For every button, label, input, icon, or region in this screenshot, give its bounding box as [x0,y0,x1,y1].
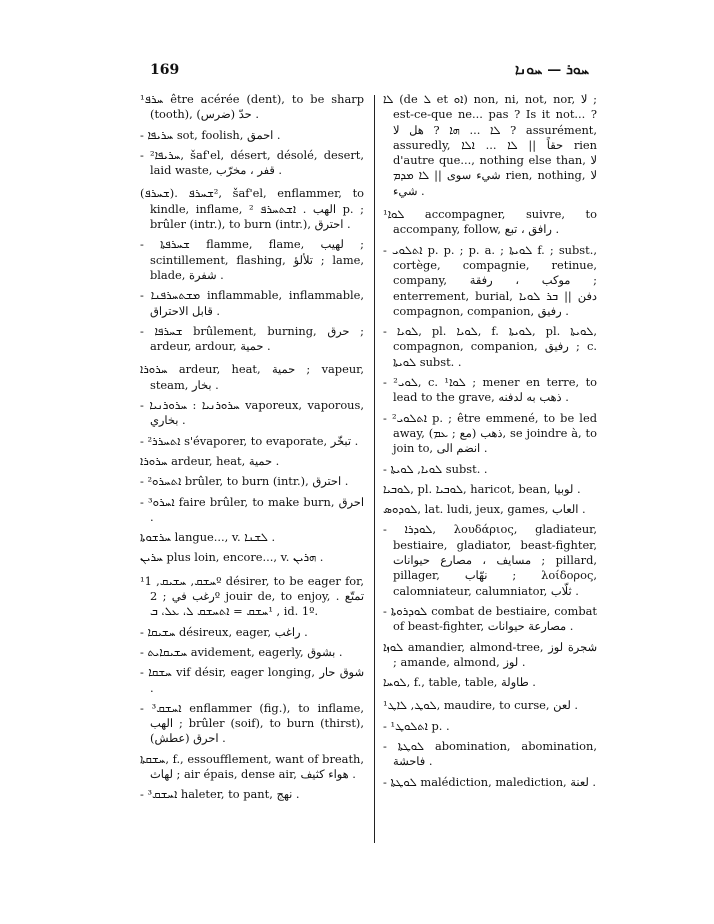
dictionary-entry: ܚܪܫܘܬܐ langue..., v. ܠܫܢܐ . [140,530,276,545]
dictionary-entry: - ܠܘܛܬܐ abomination, abomination, فاحشة . [383,738,597,769]
page-number: 169 [150,62,180,78]
dictionary-entry: - ܠܘܛܬܐ malédiction, malediction, لعنة . [383,774,597,789]
dictionary-entry: ܠܘܕܘܣ, lat. ludi, jeux, games, العاب . [383,502,586,517]
dictionary-entry: - ²ܚܪܝܦܐ, šaf'el, désert, désolé, desert, laid waste, قفر ، مخرّب . [140,147,365,178]
dictionary-entry: ¹ܚܪܦ être acérée (dent), to be sharp (tooth), (حدّ (ضرس . [140,92,364,122]
dictionary-entry: - ܫܚܪܦܬܐ flamme, flame, لهيب ; scintillement, flashing, تلألؤ ; lame, blade, شفرة . [140,237,364,282]
dictionary-entry: (ܫܚܪܦ). ²ܫܚܪܦ, šaf'el, enflammer, to kindle, inflame, الهب . ܐܫܬܚܪܦ ² p. ; brûler (intr.), to burn (intr.), احترق . [140,186,365,232]
left-column [140,92,364,808]
dictionary-entry: - ܫܚܪܦܐ brûlement, burning, حرق ; ardeur, ardour, حمية . [140,323,364,354]
dictionary-entry: - ܚܫܝܩܐ désireux, eager, راغب . [140,624,308,639]
dictionary-entry: - ¹ܐܬܠܘܛ p. . [383,718,450,733]
dictionary-entry: - ܐܬܠܘܝ p. p. ; p. a. ; ܠܘܝܬܐ f. ; subst., cortège, compagnie, retinue, company, موكب ، رفقة ; enterrement, burial, دفن || ܒܪ ܠܘܝܐ compagnon, companion, رفيق . [383,242,597,318]
dictionary-entry: ܠܐ (de ܠ et ܐܘ) non, ni, not, nor, لا ; est-ce-que ne... pas ? Is it not... ? ܠܐ ... ܗܐ ? هل لا ? assurément, assuredly, حقاً || ܠܐ ... ܐܠܐ rien d'autre que..., nothing else than, لا شيء سوى || ܠܐ ܡܕܡ rien, nothing, لا شيء . [383,92,598,198]
dictionary-entry: - ܚܪܘܪܢܝܐ : ܚܪܘܪܢܝܐ vaporeux, vaporous, بخاري . [140,398,364,428]
dictionary-entry: ܚܫܩܬܐ, f., essoufflement, want of breath, لهاث ; air épais, dense air, هواء كثيف . [140,751,364,781]
dictionary-entry: ܠܘܒܝܐ, pl. ܠܘܒܝܐ, haricot, bean, لوبيا . [383,481,581,496]
dictionary-entry: - ²ܠܘܝ, c. ¹ܠܘܐ ; mener en terre, to lead to the grave, ذهب به لدفنه . [383,375,597,405]
dictionary-entry: - ²ܐܬܚܪܪ s'évaporer, to evaporate, تبخّر . [140,433,359,448]
dictionary-entry: - ³ܐܚܪܘ faire brûler, to make burn, احرق . [140,494,365,524]
dictionary-entry: ܚܪܘܪܐ ardeur, heat, حمية ; vapeur, steam, بخار . [140,362,364,392]
dictionary-entry: - ³ܐܚܫܩ enflammer (fig.), to inflame, الهب ; brûler (soif), to burn (thirst), (احرق (عطش . [140,700,364,746]
right-column [383,92,597,795]
dictionary-entry: ܠܘܚܐ, f., table, table, طاولة . [383,675,536,690]
dictionary-entry: - ܠܘܝܐ, pl. ܠܘܝܐ, f. ܠܘܝܬܐ, pl. ܠܘܝܬܐ, compagnon, companion, رفيق ; c. ܠܘܝܬܐ subst. . [383,324,597,369]
dictionary-entry: ¹ܠܘܐ accompagner, suivre, to accompany, follow, رافق ، تبع . [383,207,597,237]
dictionary-entry: - ²ܐܬܠܘܝ p. ; être emmené, to be led away, (ذهب (مع ; ܥܡ, se joindre à, to join to, انضم الى . [383,410,597,456]
running-head: ܚܘܪ — ܚܘܢܐ [515,62,590,78]
dictionary-entry: - ³ܐܚܫܩ haleter, to pant, نهج . [140,787,300,802]
dictionary-entry: - ܚܫܩܐ vif désir, eager longing, شوق حار . [140,665,364,695]
dictionary-entry: ܚܪܝܢ plus loin, encore..., v. ܗܪܝܢ . [140,550,324,565]
dictionary-entry: - ²ܐܬܚܪܘ brûler, to burn (intr.), احترق . [140,474,349,489]
dictionary-entry: - ܠܘܝܐ, ܠܘܝܬܐ subst. . [383,461,488,476]
dictionary-entry: ܚܪܘܪܐ ardeur, heat, حمية . [140,453,280,468]
dictionary-entry: ܠܘܙܐ amandier, almond-tree, شجرة لوز ; amande, almond, لوز . [383,639,597,669]
dictionary-entry: ¹ܠܘܛ, ܠܐܛ, maudire, to curse, لعن . [383,698,579,713]
dictionary-entry: ¹ܚܫܩ, ܚܫܝܩ, 1º désirer, to be eager for, رغب في ; 2º jouir de, to enjoy, تمتّع . ¹ܚܫܩ = ܐܬܚܫܩ ܠ، ܥܠ، ܒ , id. 1º. [140,573,365,619]
dictionary-entry: - ܡܫܬܚܪܦܢܐ inflammable, inflammable, قابل الاحتراق . [140,288,364,318]
dictionary-entry: - ܠܘܕܪܐ, λουδάριος, gladiateur, bestiaire, gladiator, beast-fighter, مسايف ، مصارع حيوانات ; pillard, pillager, نهّاب ; λοίδορος, calomniateur, calumniator, ثلّاب . [383,522,597,598]
column-divider [374,95,375,843]
dictionary-entry: - ܠܘܕܪܘܬܐ combat de bestiaire, combat of beast-fighter, مصارعة حيوانات . [383,603,597,634]
dictionary-entry: - ܚܫܝܩܐܝܬ avidement, eagerly, بشوق . [140,644,343,659]
dictionary-entry: - ܚܪܝܦܐ sot, foolish, احمق . [140,127,281,142]
